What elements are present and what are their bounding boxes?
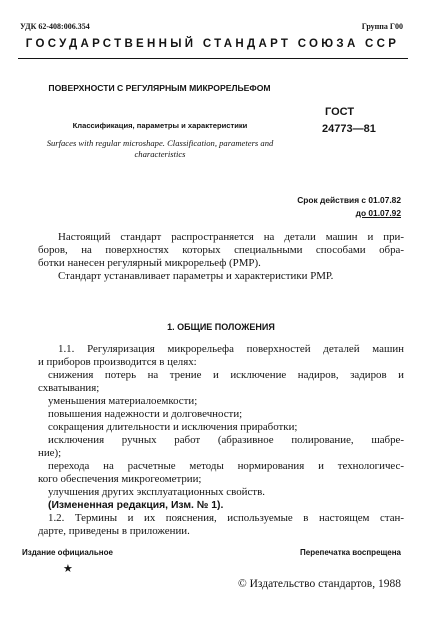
gost-number: 24773—81	[322, 123, 376, 135]
classification-subtitle-ru: Классификация, параметры и характеристики	[72, 121, 248, 130]
clause-line: исключения ручных работ (абразивное полирование, шабре-	[48, 434, 404, 446]
group-code: Группа Г00	[361, 22, 403, 31]
clause-line: ние);	[38, 447, 62, 459]
official-edition-label: Издание официальное	[22, 548, 113, 557]
document-title-ru: ПОВЕРХНОСТИ С РЕГУЛЯРНЫМ МИКРОРЕЛЬЕФОМ	[48, 83, 271, 93]
intro-line: Настоящий стандарт распространяется на детали машин и при-	[58, 231, 404, 243]
document-title-en: Surfaces with regular microshape. Classification, parameters and characteristics	[46, 138, 274, 159]
effective-to: до 01.07.92	[355, 208, 401, 218]
clause-line: улучшения других эксплуатационных свойств.	[48, 486, 265, 498]
clause-line: 1.1. Регуляризация микрорельефа поверхностей деталей машин	[58, 343, 404, 355]
clause-line: дарте, приведены в приложении.	[38, 525, 190, 537]
reprint-prohibited-label: Перепечатка воспрещена	[300, 548, 401, 557]
clause-line: 1.2. Термины и их пояснения, используемые в настоящем стан-	[48, 512, 404, 524]
copyright-notice: © Издательство стандартов, 1988	[237, 578, 401, 590]
clause-line: и приборов производится в целях:	[38, 356, 197, 368]
amendment-note: (Измененная редакция, Изм. № 1).	[48, 500, 224, 511]
clause-line: схватывания;	[38, 382, 100, 394]
intro-line: боров, на поверхностях которых специальными способами обра-	[38, 244, 404, 256]
gost-label: ГОСТ	[325, 106, 355, 118]
star-icon: ★	[63, 563, 73, 575]
effective-from: Срок действия с 01.07.82	[297, 195, 401, 205]
clause-line: сокращения длительности и исключения приработки;	[48, 421, 298, 433]
clause-line: повышения надежности и долговечности;	[48, 408, 243, 420]
standard-header-title: ГОСУДАРСТВЕННЫЙ СТАНДАРТ СОЮЗА ССР	[25, 38, 400, 50]
clause-line: снижения потерь на трение и исключение надиров, задиров и	[48, 369, 404, 381]
intro-line: ботки нанесен регулярный микрорельеф (РМР).	[38, 257, 261, 269]
section-heading: 1. ОБЩИЕ ПОЛОЖЕНИЯ	[167, 322, 275, 332]
intro-scope-paragraph: Стандарт устанавливает параметры и характеристики РМР.	[58, 270, 334, 282]
clause-line: уменьшения материалоемкости;	[48, 395, 198, 407]
udk-code: УДК 62-408:006.354	[20, 22, 90, 31]
header-rule	[18, 58, 408, 59]
clause-line: перехода на расчетные методы нормирования и технологичес-	[48, 460, 404, 472]
clause-line: кого обеспечения микрогеометрии;	[38, 473, 202, 485]
